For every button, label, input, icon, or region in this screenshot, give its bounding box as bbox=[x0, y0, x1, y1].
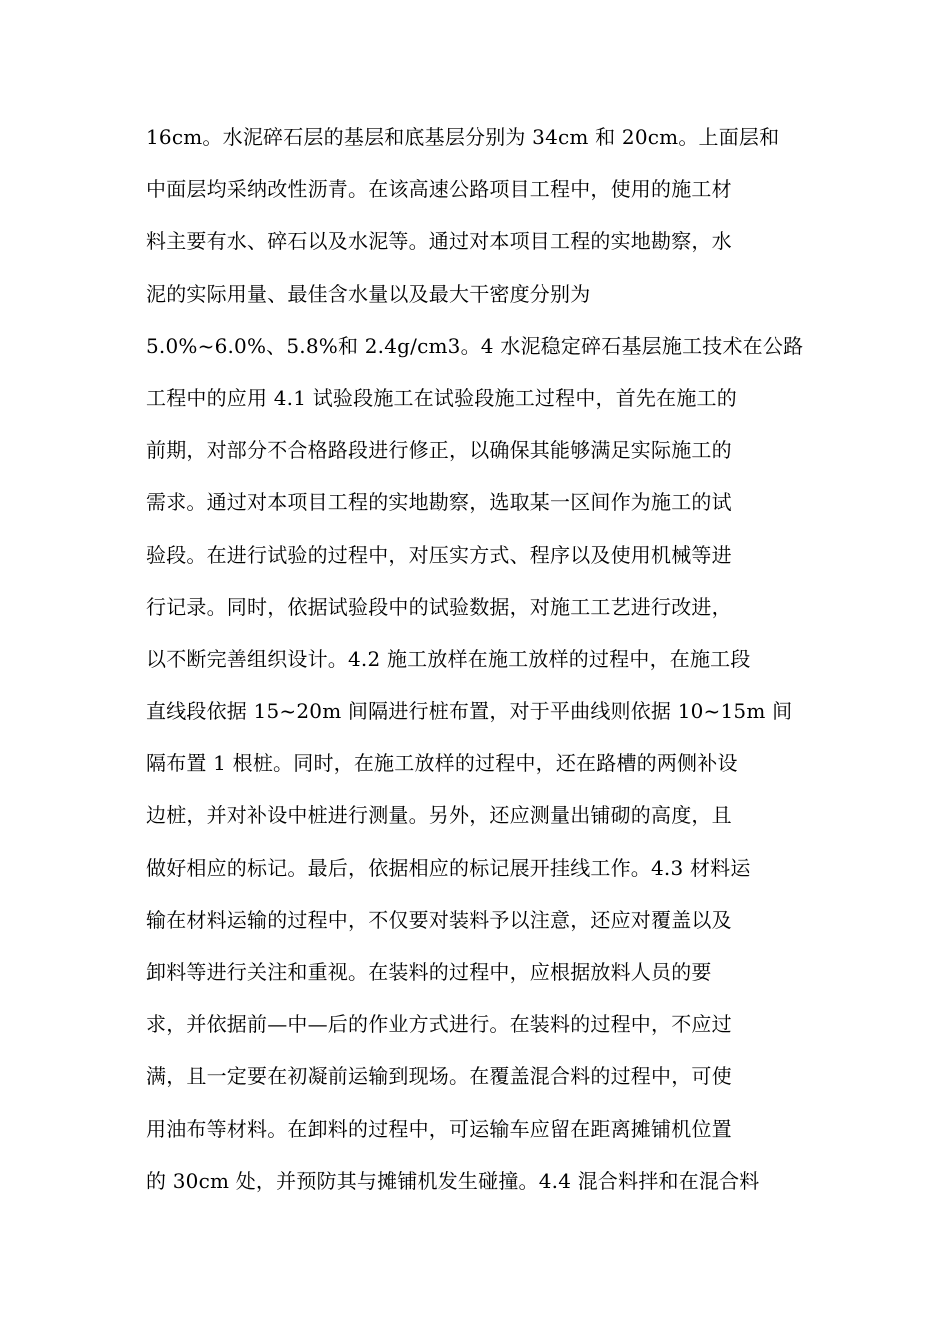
text-line: 料主要有水、碎石以及水泥等。通过对本项目工程的实地勘察，水 bbox=[146, 229, 732, 254]
text-line: 16cm。水泥碎石层的基层和底基层分别为 34cm 和 20cm。上面层和 bbox=[146, 125, 780, 149]
body-text bbox=[146, 117, 816, 1213]
text-line: 隔布置 1 根桩。同时，在施工放样的过程中，还在路槽的两侧补设 bbox=[146, 751, 738, 776]
text-line: 的 30cm 处，并预防其与摊铺机发生碰撞。4.4 混合料拌和在混合料 bbox=[146, 1168, 760, 1193]
text-line: 验段。在进行试验的过程中，对压实方式、程序以及使用机械等进 bbox=[146, 542, 732, 567]
text-line: 行记录。同时，依据试验段中的试验数据，对施工工艺进行改进， bbox=[146, 594, 732, 619]
text-line: 边桩，并对补设中桩进行测量。另外，还应测量出铺砌的高度，且 bbox=[146, 803, 732, 828]
text-line: 5.0%~6.0%、5.8%和 2.4g/cm3。4 水泥稳定碎石基层施工技术在公路 bbox=[146, 333, 804, 358]
text-line: 前期，对部分不合格路段进行修正，以确保其能够满足实际施工的 bbox=[146, 438, 732, 463]
text-line: 中面层均采纳改性沥青。在该高速公路项目工程中，使用的施工材 bbox=[146, 177, 732, 202]
text-line: 以不断完善组织设计。4.2 施工放样在施工放样的过程中，在施工段 bbox=[146, 646, 751, 671]
text-line: 卸料等进行关注和重视。在装料的过程中，应根据放料人员的要 bbox=[146, 960, 712, 984]
text-line: 满，且一定要在初凝前运输到现场。在覆盖混合料的过程中，可使 bbox=[146, 1064, 732, 1089]
text-line: 工程中的应用 4.1 试验段施工在试验段施工过程中，首先在施工的 bbox=[146, 385, 737, 410]
text-line: 直线段依据 15~20m 间隔进行桩布置，对于平曲线则依据 10~15m 间 bbox=[146, 699, 793, 724]
text-line: 泥的实际用量、最佳含水量以及最大干密度分别为 bbox=[146, 281, 591, 306]
text-line: 用油布等材料。在卸料的过程中，可运输车应留在距离摊铺机位置 bbox=[146, 1116, 732, 1141]
text-line: 输在材料运输的过程中，不仅要对装料予以注意，还应对覆盖以及 bbox=[146, 907, 732, 932]
text-line: 做好相应的标记。最后，依据相应的标记展开挂线工作。4.3 材料运 bbox=[146, 855, 751, 880]
text-line: 需求。通过对本项目工程的实地勘察，选取某一区间作为施工的试 bbox=[146, 490, 732, 515]
text-line: 求，并依据前—中—后的作业方式进行。在装料的过程中，不应过 bbox=[146, 1012, 732, 1037]
